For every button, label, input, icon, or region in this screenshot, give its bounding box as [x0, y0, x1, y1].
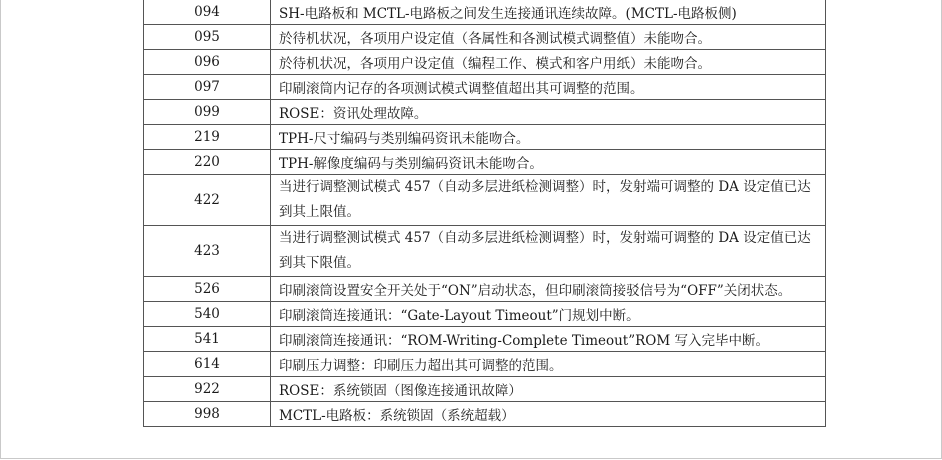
table-row — [144, 352, 826, 377]
error-description-cell: TPH-尺寸编码与类别编码资讯未能吻合。 — [271, 125, 826, 150]
table-row — [144, 150, 826, 175]
table-row — [144, 0, 826, 25]
table-row — [144, 25, 826, 50]
table-row — [144, 125, 826, 150]
error-code-cell: 220 — [144, 150, 271, 175]
table-row — [144, 402, 826, 427]
table-row — [144, 277, 826, 302]
error-description-cell: 印刷滚筒连接通讯：“Gate-Layout Timeout”门规划中断。 — [271, 302, 826, 327]
error-code-cell: 423 — [144, 226, 271, 277]
table-row — [144, 302, 826, 327]
error-description-cell: MCTL-电路板：系统锁固（系统超载） — [271, 402, 826, 427]
error-description-cell: 印刷滚筒设置安全开关处于“ON”启动状态，但印刷滚筒接驳信号为“OFF”关闭状态。 — [271, 277, 826, 302]
error-description-cell: 印刷压力调整：印刷压力超出其可调整的范围。 — [271, 352, 826, 377]
error-description-cell: 当进行调整测试模式 457（自动多层进纸检测调整）时，发射端可调整的 DA 设定值已达到其下限值。 — [271, 226, 826, 277]
table-row — [144, 75, 826, 100]
error-code-cell: 094 — [144, 0, 271, 25]
error-code-cell: 097 — [144, 75, 271, 100]
error-code-cell: 614 — [144, 352, 271, 377]
error-code-table — [143, 0, 826, 427]
table-row — [144, 175, 826, 226]
error-code-cell: 526 — [144, 277, 271, 302]
error-code-cell: 099 — [144, 100, 271, 125]
error-code-cell: 540 — [144, 302, 271, 327]
error-description-cell: ROSE：系统锁固（图像连接通讯故障） — [271, 377, 826, 402]
error-description-cell: 於待机状况，各项用户设定值（各属性和各测试模式调整值）未能吻合。 — [271, 25, 826, 50]
table-row — [144, 327, 826, 352]
error-description-cell: SH-电路板和 MCTL-电路板之间发生连接通讯连续故障。(MCTL-电路板侧) — [271, 0, 826, 25]
error-description-cell: TPH-解像度编码与类别编码资讯未能吻合。 — [271, 150, 826, 175]
error-description-cell: ROSE：资讯处理故障。 — [271, 100, 826, 125]
table-row — [144, 100, 826, 125]
error-description-cell: 於待机状况，各项用户设定值（编程工作、模式和客户用纸）未能吻合。 — [271, 50, 826, 75]
error-description-cell: 当进行调整测试模式 457（自动多层进纸检测调整）时，发射端可调整的 DA 设定值已达到其上限值。 — [271, 175, 826, 226]
error-description-cell: 印刷滚筒连接通讯：“ROM-Writing-Complete Timeout”ROM 写入完毕中断。 — [271, 327, 826, 352]
error-code-cell: 541 — [144, 327, 271, 352]
error-code-cell: 422 — [144, 175, 271, 226]
error-code-cell: 998 — [144, 402, 271, 427]
table-row — [144, 226, 826, 277]
table-row — [144, 50, 826, 75]
error-code-cell: 219 — [144, 125, 271, 150]
error-code-cell: 096 — [144, 50, 271, 75]
error-description-cell: 印刷滚筒内记存的各项测试模式调整值超出其可调整的范围。 — [271, 75, 826, 100]
error-code-cell: 095 — [144, 25, 271, 50]
table-row — [144, 377, 826, 402]
error-code-table-body — [144, 0, 826, 427]
error-code-cell: 922 — [144, 377, 271, 402]
